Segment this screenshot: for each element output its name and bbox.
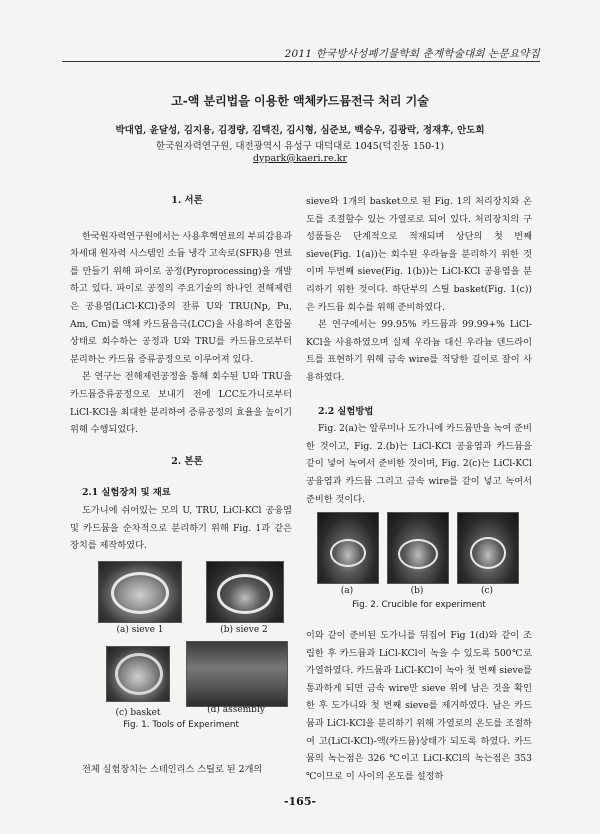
photo-basket [106, 646, 170, 702]
subsection-heading-2-2: 2.2 실험방법 [318, 405, 374, 417]
fig1-label-d: (d) assembly [207, 705, 265, 715]
fig2-label-b: (b) [410, 586, 424, 596]
intro-paragraph-1: 한국원자력연구원에서는 사용후핵연료의 부피감용과 차세대 원자력 시스템인 소듐 냉각 고속로(SFR)용 연료를 만들기 위해 파이로 공정(Pyroprocessing)을 개발하고 있다. 파이로 공정의 주요기술의 하나인 전해제련은 공용염(LiCl-KCl)중의 잔류 U와 TRU(Np, Pu, Am, Cm)를 액체 카드뮴음극(LCC)을 사용하여 혼합물 상태로 회수하는 공정과 U와 TRU를 카드뮴으로부터 분리하는 카드뮴 증류공정으로 이루어져 있다. [70, 230, 292, 365]
method-paragraph-1: Fig. 2(a)는 알루미나 도가니에 카드뮴만을 녹여 준비한 것이고, Fig. 2.(b)는 LiCl-KCl 공융염과 카드뮴을 같이 넣어 녹여서 준비한 것이며, Fig. 2(c)는 LiCl-KCl 공융염과 카드뮴 그리고 금속 wire를 같이 넣고 녹여서 준비한 것이다. [306, 423, 532, 505]
fig1-label-b: (b) sieve 2 [220, 625, 268, 635]
photo-crucible-c [457, 512, 519, 584]
author-list: 박대엽, 윤달성, 김지용, 김경량, 김택진, 김시형, 심준보, 백승우, 김광락, 정재후, 안도희 [115, 125, 485, 136]
header-rule [62, 61, 540, 62]
right-column-top [306, 193, 532, 508]
subsection-2-1-paragraph: 도가니에 쉬어있는 모의 U, TRU, LiCl-KCl 공융염 및 카드뮴을 순차적으로 분리하기 위해 Fig. 1과 같은 장치를 제작하였다. [70, 504, 292, 552]
section-heading-introduction: 1. 서론 [171, 195, 203, 206]
author-email: dypark@kaeri.re.kr [252, 153, 348, 164]
left-column-top [70, 192, 292, 555]
intro-paragraph-2: 본 연구는 전해제련공정을 통해 회수된 U와 TRU을 카드뮴증류공정으로 보내기 전에 LCC도가니로부터 LiCl-KCl을 최대한 분리하여 증류공정의 효율을 높이기 위해 수행되었다. [70, 371, 292, 436]
subsection-heading-2-1: 2.1 실험장치 및 재료 [82, 487, 171, 499]
fig2-label-a: (a) [340, 586, 354, 596]
left-column-bottom [70, 761, 292, 779]
apparatus-paragraph: 전체 실험장치는 스테인리스 스틸로 된 2개의 [82, 764, 263, 775]
photo-assembly [186, 641, 288, 707]
photo-sieve-1 [98, 561, 182, 623]
fig1-label-a: (a) sieve 1 [116, 625, 164, 635]
fig2-caption: Fig. 2. Crucible for experiment [352, 600, 486, 610]
materials-paragraph: 본 연구에서는 99.95% 카드뮴과 99.99+% LiCl-KCl을 사용하였으며 실제 우라늄 대신 우라늄 덴드라이트를 표현하기 위해 금속 wire를 적당한 길이로 잘이 사용하였다. [306, 319, 532, 383]
photo-crucible-b [387, 512, 449, 584]
method-paragraph-2: 이와 같이 준비된 도가니를 뒤집어 Fig 1(d)와 같이 조립한 후 카드뮴과 LiCl-KCl이 녹을 수 있도록 500℃로 가열하였다. 카드뮴과 LiCl-KCl이 녹아 첫 번째 sieve를 통과하게 되면 금속 wire만 sieve 위에 남은 것을 확인한 후 도가니와 첫 번째 sieve를 제거하였다. 남은 카드뮴과 LiCl-KCl을 분리하기 위해 가열로의 온도를 조절하여 고(LiCl-KCl)-액(카드뮴)상태가 되도록 하였다. 카드뮴의 녹는점은 326 ℃이고 LiCl-KCl의 녹는점은 353 ℃이므로 이 사이의 온도를 설정하 [306, 630, 532, 782]
photo-sieve-2 [206, 561, 284, 623]
fig2-label-c: (c) [480, 586, 494, 596]
paper-title: 고-액 분리법을 이용한 액체카드뮴전극 처리 기술 [171, 94, 429, 108]
affiliation: 한국원자력연구원, 대전광역시 유성구 대덕대로 1045(덕진동 150-1) [155, 141, 445, 152]
apparatus-continued-paragraph: sieve와 1개의 basket으로 된 Fig. 1의 처리장치와 온도를 조절할수 있는 가열로로 되어 있다. 처리장치의 구성품들은 단계적으로 적재되며 상단의 첫 번째 sieve(Fig. 1(a))는 회수된 우라늄을 분리하기 위한 것이며 두번째 sieve(Fig. 1(b))는 LiCl-KCl 공용염을 분리하기 위한 것이다. 하단부의 스틸 basket(Fig. 1(c))은 카드뮴 회수를 위해 준비하였다. [306, 196, 532, 313]
right-column-bottom [306, 627, 532, 785]
fig1-caption: Fig. 1. Tools of Experiment [123, 720, 239, 730]
fig1-label-c: (c) basket [115, 708, 161, 718]
running-header: 2011 한국방사성폐기물학회 춘계학술대회 논문요약집 [284, 48, 540, 60]
photo-crucible-a [317, 512, 379, 584]
page-number: -165- [283, 795, 317, 808]
section-heading-body: 2. 본론 [171, 455, 203, 467]
